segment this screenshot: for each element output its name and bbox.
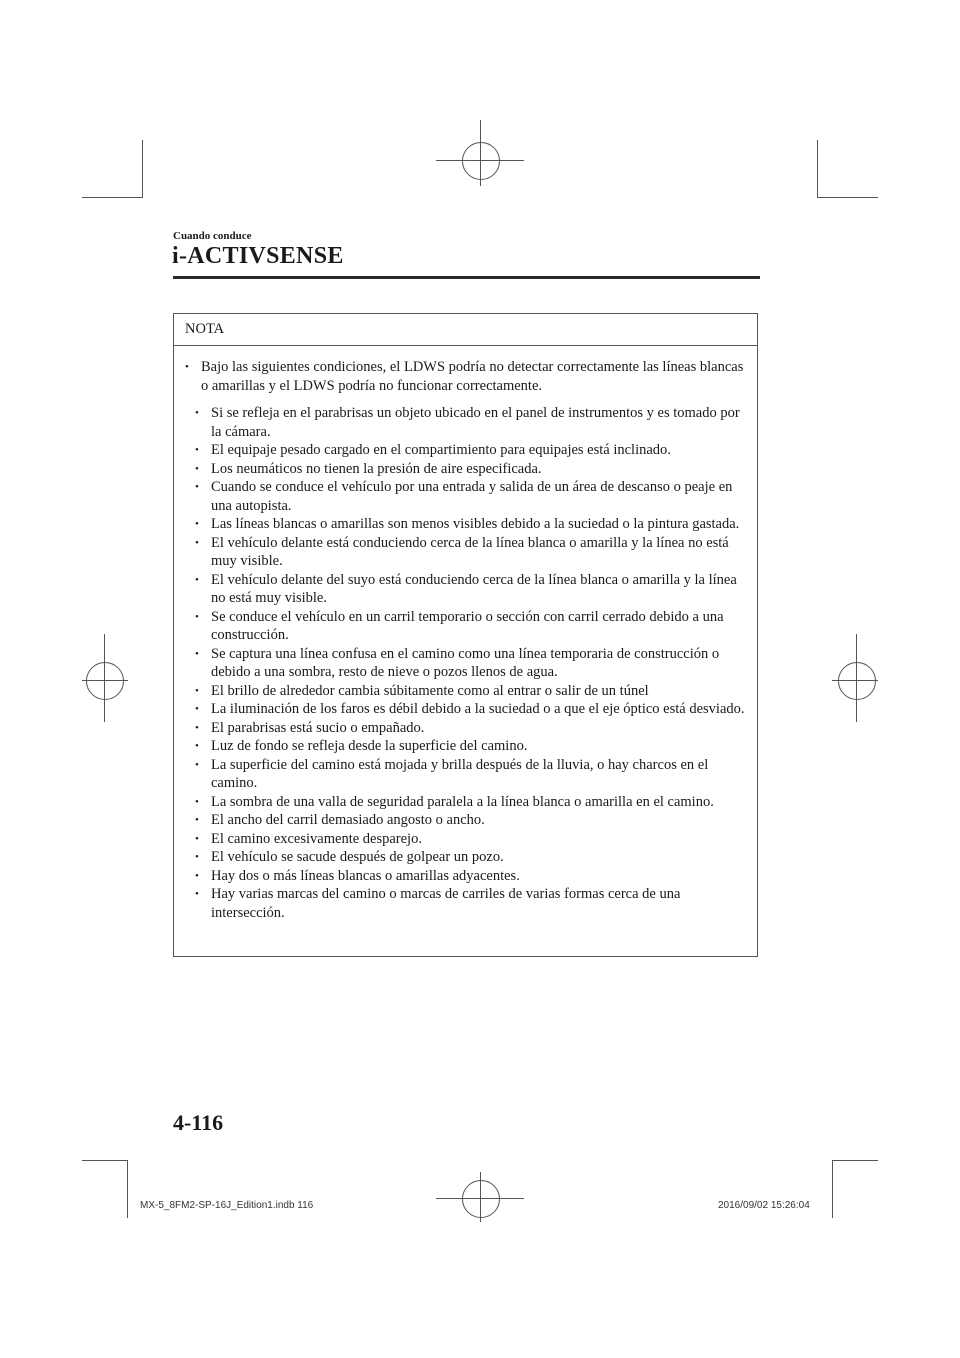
condition-item: • La superficie del camino está mojada y brilla después de la lluvia, o hay charcos en el camino. xyxy=(194,756,745,793)
footer-file: MX-5_8FM2-SP-16J_Edition1.indb 116 xyxy=(140,1200,314,1211)
page-number: 4-116 xyxy=(173,1110,224,1135)
note-body xyxy=(174,346,757,922)
note-intro: • Bajo las siguientes condiciones, el LDWS podría no detectar correctamente las líneas blancas o amarillas y el LDWS podría no funcionar correctamente. xyxy=(184,358,745,395)
section-label: Cuando conduce xyxy=(173,230,252,242)
note-box xyxy=(173,313,758,957)
condition-item: • El brillo de alrededor cambia súbitamente como al entrar o salir de un túnel xyxy=(194,682,745,701)
condition-item: • Hay varias marcas del camino o marcas de carriles de varias formas cerca de una intersección. xyxy=(194,885,745,922)
condition-item: • Luz de fondo se refleja desde la superficie del camino. xyxy=(194,737,745,756)
condition-item: • La iluminación de los faros es débil debido a la suciedad o a que el eje óptico está desviado. xyxy=(194,700,745,719)
condition-item: • El vehículo se sacude después de golpear un pozo. xyxy=(194,848,745,867)
condition-item: • Si se refleja en el parabrisas un objeto ubicado en el panel de instrumentos y es tomado por la cámara. xyxy=(194,404,745,441)
condition-item: • Se conduce el vehículo en un carril temporario o sección con carril cerrado debido a una construcción. xyxy=(194,608,745,645)
condition-item: • Se captura una línea confusa en el camino como una línea temporaria de construcción o debido a una sombra, resto de nieve o pozos llenos de agua. xyxy=(194,645,745,682)
condition-item: • El ancho del carril demasiado angosto o ancho. xyxy=(194,811,745,830)
condition-item: • Hay dos o más líneas blancas o amarillas adyacentes. xyxy=(194,867,745,886)
condition-item: • El vehículo delante está conduciendo cerca de la línea blanca o amarilla y la línea no está muy visible. xyxy=(194,534,745,571)
condition-item: • El equipaje pesado cargado en el compartimiento para equipajes está inclinado. xyxy=(194,441,745,460)
condition-item: • Cuando se conduce el vehículo por una entrada y salida de un área de descanso o peaje en una autopista. xyxy=(194,478,745,515)
condition-item: • La sombra de una valla de seguridad paralela a la línea blanca o amarilla en el camino. xyxy=(194,793,745,812)
condition-list xyxy=(194,404,745,922)
page-title: i-ACTIVSENSE xyxy=(172,243,344,269)
title-rule xyxy=(173,276,760,279)
condition-item: • El parabrisas está sucio o empañado. xyxy=(194,719,745,738)
note-heading: NOTA xyxy=(174,314,757,346)
condition-item: • Las líneas blancas o amarillas son menos visibles debido a la suciedad o la pintura gastada. xyxy=(194,515,745,534)
condition-item: • El vehículo delante del suyo está conduciendo cerca de la línea blanca o amarilla y la línea no está muy visible. xyxy=(194,571,745,608)
condition-item: • Los neumáticos no tienen la presión de aire especificada. xyxy=(194,460,745,479)
footer-timestamp: 2016/09/02 15:26:04 xyxy=(718,1200,810,1211)
condition-item: • El camino excesivamente desparejo. xyxy=(194,830,745,849)
